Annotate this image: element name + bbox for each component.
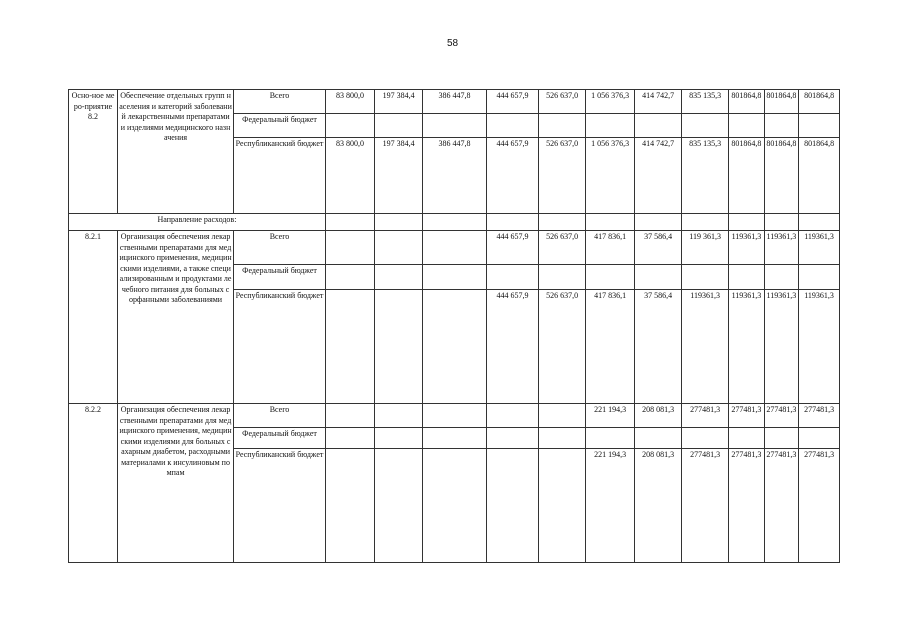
value-cell (375, 290, 423, 404)
value-cell (682, 428, 729, 449)
value-cell (423, 404, 487, 428)
empty-cell (375, 214, 423, 231)
value-cell (586, 428, 635, 449)
empty-cell (635, 214, 682, 231)
value-cell: 801864,8 (764, 90, 798, 114)
measure-name: Обеспечение отдельных групп населения и категорий заболеваний лекарственными препаратами и изделиями медицинского назначения (118, 90, 234, 214)
value-cell: 801864,8 (729, 90, 765, 114)
value-cell (375, 265, 423, 290)
value-cell: 801864,8 (799, 90, 840, 114)
value-cell: 277481,3 (729, 449, 765, 563)
value-cell (539, 449, 586, 563)
value-cell: 835 135,3 (682, 138, 729, 214)
value-cell (586, 265, 635, 290)
value-cell (325, 114, 374, 138)
empty-cell (799, 214, 840, 231)
value-cell (635, 428, 682, 449)
value-cell (325, 290, 374, 404)
value-cell (423, 449, 487, 563)
value-cell: 119 361,3 (682, 231, 729, 265)
value-cell (799, 265, 840, 290)
value-cell: 221 194,3 (586, 404, 635, 428)
value-cell (423, 290, 487, 404)
value-cell: 526 637,0 (539, 90, 586, 114)
empty-cell (325, 214, 374, 231)
table-row (69, 90, 840, 114)
value-cell (764, 428, 798, 449)
value-cell (764, 265, 798, 290)
value-cell: 526 637,0 (539, 231, 586, 265)
value-cell (682, 265, 729, 290)
value-cell (325, 231, 374, 265)
value-cell (423, 265, 487, 290)
value-cell (325, 449, 374, 563)
value-cell (375, 449, 423, 563)
empty-cell (764, 214, 798, 231)
value-cell: 119361,3 (799, 231, 840, 265)
value-cell (423, 231, 487, 265)
value-cell: 119361,3 (682, 290, 729, 404)
empty-cell (729, 214, 765, 231)
empty-cell (586, 214, 635, 231)
value-cell: 444 657,9 (486, 138, 538, 214)
measure-name: Организация обеспечения лекарственными препаратами для медицинского применения, медицинскими изделиями, а также специализированным и продуктами лечебного питания для больных с орфанными заболеваниями (118, 231, 234, 404)
empty-cell (423, 214, 487, 231)
value-cell: 197 384,4 (375, 90, 423, 114)
value-cell (423, 114, 487, 138)
value-cell (375, 114, 423, 138)
value-cell (729, 265, 765, 290)
measure-name: Организация обеспечения лекарственными препаратами для медицинского применения, медицинскими изделиями для больных сахарным диабетом, расходными материалами к инсулиновым помпам (118, 404, 234, 563)
funding-source: Всего (234, 404, 326, 428)
value-cell: 414 742,7 (635, 138, 682, 214)
value-cell (539, 114, 586, 138)
value-cell: 119361,3 (764, 231, 798, 265)
value-cell: 417 836,1 (586, 290, 635, 404)
funding-source: Федеральный бюджет (234, 114, 326, 138)
value-cell: 197 384,4 (375, 138, 423, 214)
value-cell: 526 637,0 (539, 138, 586, 214)
value-cell: 119361,3 (764, 290, 798, 404)
value-cell: 414 742,7 (635, 90, 682, 114)
value-cell (539, 428, 586, 449)
measure-code: 8.2.1 (69, 231, 118, 404)
value-cell (539, 265, 586, 290)
direction-row (69, 214, 840, 231)
value-cell: 1 056 376,3 (586, 90, 635, 114)
value-cell: 801864,8 (799, 138, 840, 214)
value-cell: 526 637,0 (539, 290, 586, 404)
value-cell: 277481,3 (799, 449, 840, 563)
value-cell (325, 428, 374, 449)
value-cell: 277481,3 (764, 404, 798, 428)
value-cell (764, 114, 798, 138)
value-cell (325, 404, 374, 428)
value-cell: 801864,8 (764, 138, 798, 214)
value-cell: 37 586,4 (635, 231, 682, 265)
value-cell (729, 114, 765, 138)
value-cell: 83 800,0 (325, 90, 374, 114)
value-cell (423, 428, 487, 449)
direction-label: Направление расходов: (69, 214, 326, 231)
value-cell (635, 114, 682, 138)
value-cell (486, 114, 538, 138)
measure-code: Осно-ное меро-приятие 8.2 (69, 90, 118, 214)
value-cell: 277481,3 (682, 449, 729, 563)
budget-table (68, 89, 840, 563)
funding-source: Федеральный бюджет (234, 265, 326, 290)
value-cell: 221 194,3 (586, 449, 635, 563)
value-cell: 444 657,9 (486, 90, 538, 114)
value-cell (375, 231, 423, 265)
value-cell (729, 428, 765, 449)
value-cell: 119361,3 (799, 290, 840, 404)
value-cell: 119361,3 (729, 231, 765, 265)
empty-cell (682, 214, 729, 231)
funding-source: Республиканский бюджет (234, 138, 326, 214)
value-cell: 801864,8 (729, 138, 765, 214)
measure-code: 8.2.2 (69, 404, 118, 563)
value-cell: 208 081,3 (635, 404, 682, 428)
value-cell (486, 428, 538, 449)
value-cell: 386 447,8 (423, 90, 487, 114)
value-cell (799, 428, 840, 449)
empty-cell (539, 214, 586, 231)
value-cell: 444 657,9 (486, 290, 538, 404)
value-cell: 37 586,4 (635, 290, 682, 404)
value-cell (325, 265, 374, 290)
value-cell (375, 428, 423, 449)
value-cell (375, 404, 423, 428)
value-cell: 277481,3 (799, 404, 840, 428)
table-row (69, 231, 840, 265)
value-cell (486, 265, 538, 290)
value-cell: 417 836,1 (586, 231, 635, 265)
funding-source: Республиканский бюджет (234, 290, 326, 404)
value-cell: 277481,3 (682, 404, 729, 428)
value-cell (539, 404, 586, 428)
funding-source: Республиканский бюджет (234, 449, 326, 563)
value-cell (799, 114, 840, 138)
funding-source: Всего (234, 90, 326, 114)
table-row (69, 404, 840, 428)
value-cell: 277481,3 (729, 404, 765, 428)
value-cell: 1 056 376,3 (586, 138, 635, 214)
funding-source: Федеральный бюджет (234, 428, 326, 449)
value-cell: 835 135,3 (682, 90, 729, 114)
value-cell (586, 114, 635, 138)
value-cell (635, 265, 682, 290)
value-cell: 444 657,9 (486, 231, 538, 265)
value-cell (486, 449, 538, 563)
value-cell: 386 447,8 (423, 138, 487, 214)
funding-source: Всего (234, 231, 326, 265)
value-cell: 119361,3 (729, 290, 765, 404)
value-cell: 83 800,0 (325, 138, 374, 214)
empty-cell (486, 214, 538, 231)
value-cell: 277481,3 (764, 449, 798, 563)
page-number: 58 (446, 38, 459, 49)
value-cell (486, 404, 538, 428)
value-cell (682, 114, 729, 138)
value-cell: 208 081,3 (635, 449, 682, 563)
